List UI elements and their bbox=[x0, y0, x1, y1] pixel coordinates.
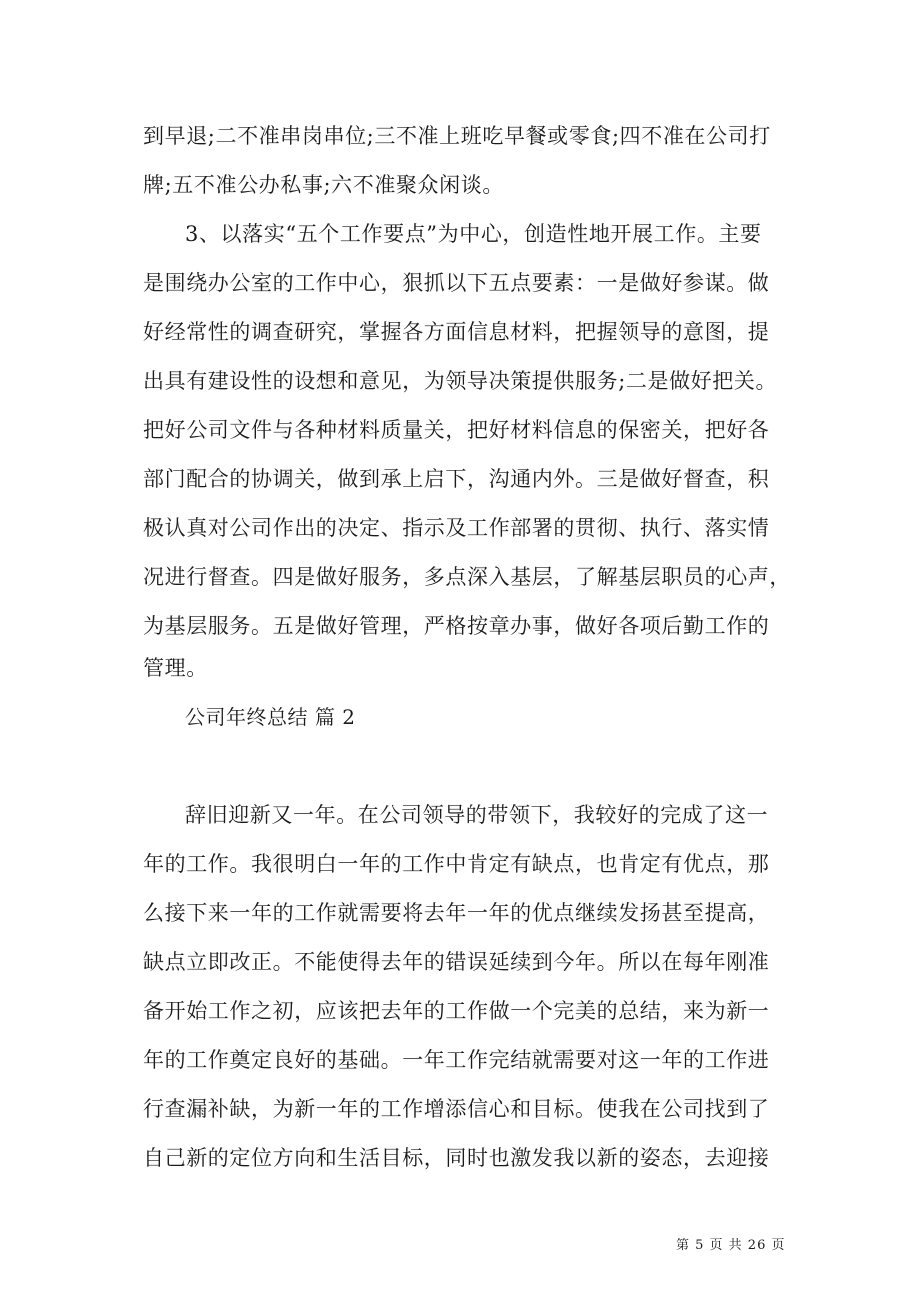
section-heading: 公司年终总结 篇 2 bbox=[185, 705, 356, 729]
text-line: 缺点立即改正。不能使得去年的错误延续到今年。所以在每年刚准 bbox=[143, 950, 770, 974]
text-line: 辞旧迎新又一年。在公司领导的带领下，我较好的完成了这一 bbox=[185, 803, 769, 827]
text-line: 把好公司文件与各种材料质量关，把好材料信息的保密关，把好各 bbox=[143, 418, 770, 442]
text-line: 到早退;二不准串岗串位;三不准上班吃早餐或零食;四不准在公司打 bbox=[143, 124, 771, 148]
text-line: 年的工作。我很明白一年的工作中肯定有缺点，也肯定有优点，那 bbox=[143, 852, 770, 876]
text-line: 备开始工作之初，应该把去年的工作做一个完美的总结，来为新一 bbox=[143, 999, 770, 1023]
text-line: 是围绕办公室的工作中心，狠抓以下五点要素：一是做好参谋。做 bbox=[143, 271, 770, 295]
text-line: 况进行督查。四是做好服务，多点深入基层，了解基层职员的心声， bbox=[143, 565, 791, 589]
text-line: 好经常性的调查研究，掌握各方面信息材料，把握领导的意图，提 bbox=[143, 320, 770, 344]
text-line: 年的工作奠定良好的基础。一年工作完结就需要对这一年的工作进 bbox=[143, 1048, 770, 1072]
text-line: 牌;五不准公办私事;六不准聚众闲谈。 bbox=[143, 173, 504, 197]
text-line: 么接下来一年的工作就需要将去年一年的优点继续发扬甚至提高， bbox=[143, 901, 770, 925]
text-line: 出具有建设性的设想和意见，为领导决策提供服务;二是做好把关。 bbox=[143, 369, 778, 393]
text-line: 为基层服务。五是做好管理，严格按章办事，做好各项后勤工作的 bbox=[143, 614, 770, 638]
text-line: 行查漏补缺，为新一年的工作增添信心和目标。使我在公司找到了 bbox=[143, 1097, 770, 1121]
page-number-footer: 第 5 页 共 26 页 bbox=[676, 1238, 786, 1253]
text-line: 部门配合的协调关，做到承上启下，沟通内外。三是做好督查，积 bbox=[143, 467, 770, 491]
text-line: 3、以落实“五个工作要点”为中心，创造性地开展工作。主要 bbox=[185, 222, 762, 246]
text-line: 自己新的定位方向和生活目标，同时也激发我以新的姿态，去迎接 bbox=[143, 1146, 770, 1170]
text-line: 极认真对公司作出的决定、指示及工作部署的贯彻、执行、落实情 bbox=[143, 516, 770, 540]
text-line: 管理。 bbox=[143, 656, 208, 680]
